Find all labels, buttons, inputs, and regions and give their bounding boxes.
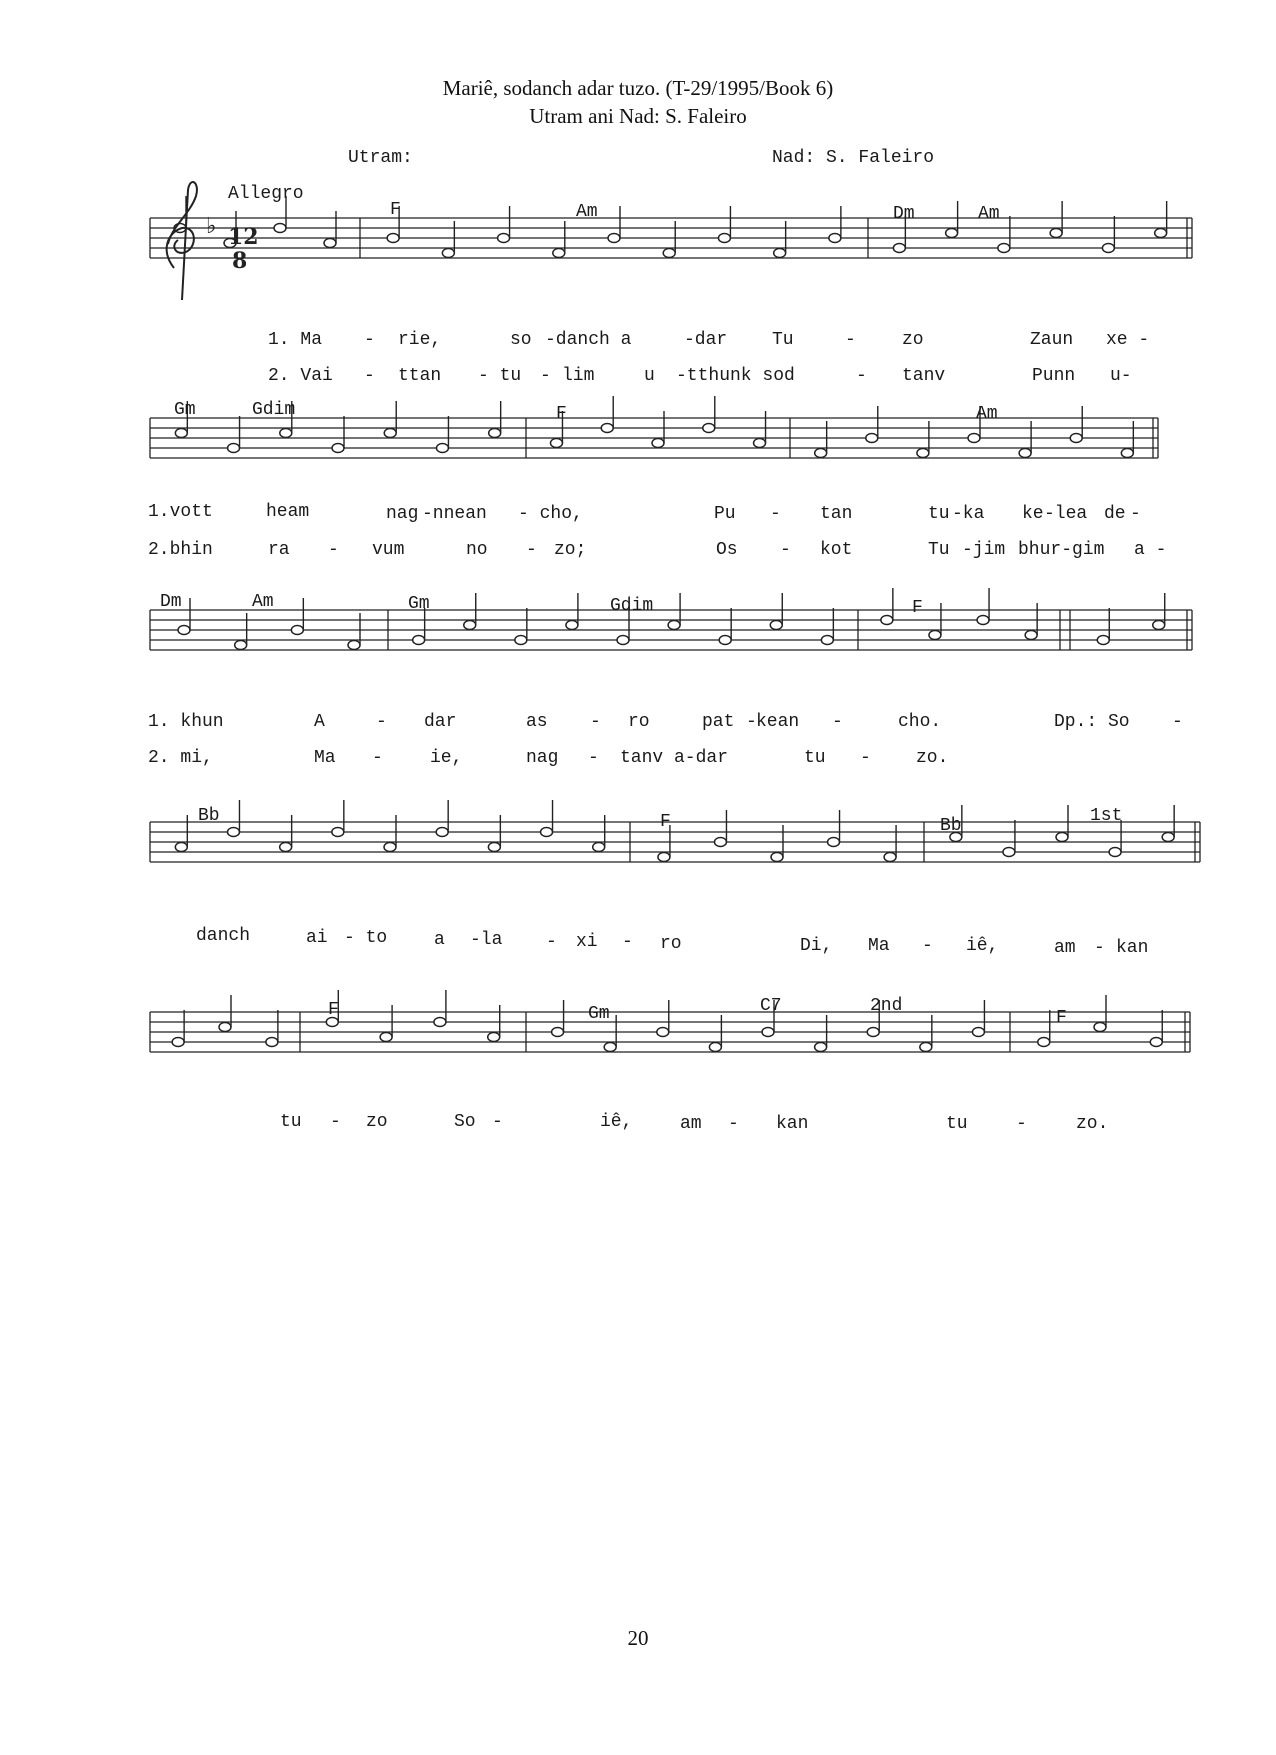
note-head — [866, 434, 878, 443]
note-head — [1094, 1023, 1106, 1032]
note-head — [762, 1028, 774, 1037]
lyric-syllable: -ka — [952, 504, 985, 524]
note-head — [718, 234, 730, 243]
note-head — [489, 429, 501, 438]
lyric-syllable: - — [746, 712, 757, 732]
lyric-syllable: tanv a-dar — [620, 748, 729, 768]
chord-symbol: Gdim — [610, 596, 654, 616]
note-head — [709, 1043, 721, 1052]
lyric-syllable: Pu — [714, 504, 736, 524]
lyric-syllable: Zaun — [1030, 330, 1074, 350]
note-head — [227, 828, 239, 837]
lyric-syllable: vum — [372, 540, 405, 560]
note-head — [387, 234, 399, 243]
chord-symbol: Gm — [408, 594, 430, 614]
lyric-syllable: - — [1130, 504, 1141, 524]
chord-symbol: Am — [978, 204, 1000, 224]
lyric-syllable: - — [922, 936, 933, 956]
lyric-syllable: zo — [902, 330, 924, 350]
lyric-syllable: rie, — [398, 330, 442, 350]
lyric-syllable: - — [1172, 712, 1183, 732]
note-head — [657, 1028, 669, 1037]
lyric-syllable: Dp.: So — [1054, 712, 1130, 732]
note-head — [566, 621, 578, 630]
lyric-syllable: Ma — [868, 936, 890, 956]
lyric-syllable: 2. mi, — [148, 748, 213, 768]
note-head — [1097, 636, 1109, 645]
note-head — [815, 449, 827, 458]
lyric-syllable: Tu — [928, 540, 950, 560]
note-head — [601, 424, 613, 433]
note-head — [1070, 434, 1082, 443]
lyric-syllable: - — [526, 540, 537, 560]
lyricist-credit: Utram: — [348, 148, 413, 168]
lyric-syllable: 1.vott — [148, 502, 213, 522]
lyric-syllable: - — [1094, 938, 1105, 958]
note-head — [719, 636, 731, 645]
lyric-syllable: tu — [946, 1114, 968, 1134]
note-head — [821, 636, 833, 645]
note-head — [703, 424, 715, 433]
note-head — [652, 439, 664, 448]
note-head — [917, 449, 929, 458]
note-head — [266, 1038, 278, 1047]
note-head — [829, 234, 841, 243]
lyric-syllable: 2. Vai — [268, 366, 333, 386]
note-head — [1050, 229, 1062, 238]
note-head — [815, 1043, 827, 1052]
lyric-syllable: A — [314, 712, 325, 732]
note-head — [488, 843, 500, 852]
chord-symbol: Dm — [160, 592, 182, 612]
treble-clef-icon — [167, 182, 197, 300]
lyric-syllable: - — [364, 330, 375, 350]
note-head — [175, 843, 187, 852]
lyric-syllable: heam — [266, 502, 310, 522]
lyric-syllable: zo. — [916, 748, 949, 768]
note-head — [608, 234, 620, 243]
note-head — [1150, 1038, 1162, 1047]
lyric-syllable: - — [372, 748, 383, 768]
lyric-syllable: - — [588, 748, 599, 768]
note-head — [774, 249, 786, 258]
chord-symbol: F — [912, 598, 923, 618]
lyric-syllable: xe - — [1106, 330, 1150, 350]
lyric-syllable: -jim — [962, 540, 1006, 560]
note-head — [881, 616, 893, 625]
lyric-syllable: no — [466, 540, 488, 560]
lyric-syllable: ai — [306, 928, 328, 948]
note-head — [604, 1043, 616, 1052]
note-head — [770, 621, 782, 630]
lyric-syllable: zo. — [1076, 1114, 1109, 1134]
lyric-syllable: kan — [1116, 938, 1149, 958]
note-head — [541, 828, 553, 837]
note-head — [828, 838, 840, 847]
chord-symbol: F — [328, 1000, 339, 1020]
lyric-syllable: so — [510, 330, 532, 350]
note-head — [1003, 848, 1015, 857]
lyric-syllable: zo; — [554, 540, 587, 560]
lyric-syllable: - — [546, 932, 557, 952]
note-head — [1162, 833, 1174, 842]
lyric-syllable: - — [376, 712, 387, 732]
note-head — [228, 444, 240, 453]
lyric-syllable: Punn — [1032, 366, 1076, 386]
lyric-syllable: - — [622, 932, 633, 952]
page-number: 20 — [627, 1626, 649, 1650]
note-head — [515, 636, 527, 645]
chord-symbol: F — [1056, 1008, 1067, 1028]
note-head — [332, 828, 344, 837]
note-head — [348, 641, 360, 650]
lyric-syllable: - — [832, 712, 843, 732]
lyric-syllable: tu — [928, 504, 950, 524]
chord-symbol: Am — [976, 404, 998, 424]
note-head — [1056, 833, 1068, 842]
lyric-syllable: - — [770, 504, 781, 524]
note-head — [332, 444, 344, 453]
lyric-syllable: - — [860, 748, 871, 768]
lyric-syllable: - — [845, 330, 856, 350]
lyric-syllable: nag — [386, 504, 419, 524]
lyric-syllable: u- — [1110, 366, 1132, 386]
note-head — [235, 641, 247, 650]
note-head — [498, 234, 510, 243]
note-head — [884, 853, 896, 862]
lyric-syllable: de — [1104, 504, 1126, 524]
lyric-syllable: So — [454, 1112, 476, 1132]
note-head — [754, 439, 766, 448]
note-head — [1109, 848, 1121, 857]
note-head — [920, 1043, 932, 1052]
lyric-syllable: danch — [196, 926, 251, 946]
note-head — [968, 434, 980, 443]
lyric-syllable: - to — [344, 928, 388, 948]
note-head — [488, 1033, 500, 1042]
lyric-syllable: xi — [576, 932, 598, 952]
chord-symbol: Gm — [588, 1004, 610, 1024]
lyric-syllable: Tu — [772, 330, 794, 350]
lyric-syllable: nag — [526, 748, 559, 768]
note-head — [893, 244, 905, 253]
lyric-syllable: - cho, — [518, 504, 583, 524]
lyric-syllable: 2.bhin — [148, 540, 213, 560]
note-head — [972, 1028, 984, 1037]
note-head — [668, 621, 680, 630]
note-head — [1102, 244, 1114, 253]
lyric-syllable: tu — [280, 1112, 302, 1132]
tempo-marking: Allegro — [228, 184, 304, 204]
lyric-syllable: tan — [820, 504, 853, 524]
lyric-syllable: -nnean — [422, 504, 487, 524]
note-head — [1155, 229, 1167, 238]
note-head — [274, 224, 286, 233]
chord-symbol: Dm — [893, 204, 915, 224]
note-head — [178, 626, 190, 635]
lyric-syllable: ro — [660, 934, 682, 954]
lyric-syllable: a - — [1134, 540, 1167, 560]
lyric-syllable: tu — [804, 748, 826, 768]
lyric-syllable: ie, — [430, 748, 463, 768]
note-head — [1038, 1038, 1050, 1047]
lyric-syllable: tanv — [902, 366, 946, 386]
time-signature: 12 8 — [228, 224, 259, 274]
lyric-syllable: am — [680, 1114, 702, 1134]
note-head — [550, 439, 562, 448]
note-head — [380, 1033, 392, 1042]
lyric-syllable: iê, — [966, 936, 999, 956]
note-head — [413, 636, 425, 645]
lyric-syllable: u — [644, 366, 655, 386]
note-head — [175, 429, 187, 438]
lyric-syllable: ro — [628, 712, 650, 732]
note-head — [384, 429, 396, 438]
lyric-syllable: Ma — [314, 748, 336, 768]
note-head — [442, 249, 454, 258]
lyric-syllable: - — [728, 1114, 739, 1134]
lyric-syllable: Os — [716, 540, 738, 560]
ending-marker-1st: 1st — [1090, 806, 1123, 826]
lyric-syllable: am — [1054, 938, 1076, 958]
lyric-syllable: -danch a — [545, 330, 632, 350]
note-head — [553, 249, 565, 258]
lyric-syllable: zo — [366, 1112, 388, 1132]
chord-symbol: C7 — [760, 996, 782, 1016]
lyric-syllable: lim — [562, 366, 595, 386]
lyric-syllable: - — [492, 1112, 503, 1132]
note-head — [929, 631, 941, 640]
lyric-syllable: - — [856, 366, 867, 386]
note-head — [172, 1038, 184, 1047]
note-head — [291, 626, 303, 635]
note-head — [280, 429, 292, 438]
lyric-syllable: - — [780, 540, 791, 560]
lyric-syllable: Di, — [800, 936, 833, 956]
lyric-syllable: 1. Ma — [268, 330, 323, 350]
chord-symbol: F — [660, 812, 671, 832]
chord-symbol: Gm — [174, 400, 196, 420]
song-title: Mariê, sodanch adar tuzo. (T-29/1995/Book 6) — [442, 76, 834, 100]
lyric-syllable: cho. — [898, 712, 942, 732]
lyric-syllable: kan — [776, 1114, 809, 1134]
lyric-syllable: dar — [424, 712, 457, 732]
chord-symbol: Bb — [198, 806, 220, 826]
note-head — [434, 1018, 446, 1027]
lyric-syllable: a — [434, 930, 445, 950]
lyric-syllable: -lea — [1044, 504, 1088, 524]
note-head — [436, 444, 448, 453]
lyric-syllable: - — [330, 1112, 341, 1132]
lyric-syllable: - — [364, 366, 375, 386]
lyric-syllable: ttan — [398, 366, 442, 386]
lyric-syllable: - — [328, 540, 339, 560]
lyric-syllable: 1. khun — [148, 712, 224, 732]
note-head — [280, 843, 292, 852]
chord-symbol: Am — [576, 202, 598, 222]
lyric-syllable: pat — [702, 712, 735, 732]
note-head — [714, 838, 726, 847]
chord-symbol: Am — [252, 592, 274, 612]
note-head — [977, 616, 989, 625]
note-head — [663, 249, 675, 258]
chord-symbol: Bb — [940, 816, 962, 836]
note-head — [617, 636, 629, 645]
lyric-syllable: as — [526, 712, 548, 732]
ending-marker-2nd: 2nd — [870, 996, 903, 1016]
note-head — [593, 843, 605, 852]
chord-symbol: Gdim — [252, 400, 296, 420]
lyric-syllable: - tu — [478, 366, 522, 386]
chord-symbol: F — [556, 404, 567, 424]
lyric-syllable: ra — [268, 540, 290, 560]
lyric-syllable: -tthunk sod — [676, 366, 795, 386]
note-head — [552, 1028, 564, 1037]
note-head — [771, 853, 783, 862]
note-head — [998, 244, 1010, 253]
note-head — [658, 853, 670, 862]
chord-symbol: F — [390, 200, 401, 220]
note-head — [1019, 449, 1031, 458]
lyric-syllable: bhur-gim — [1018, 540, 1105, 560]
lyric-syllable: - — [540, 366, 551, 386]
note-head — [1025, 631, 1037, 640]
lyric-syllable: - — [590, 712, 601, 732]
note-head — [219, 1023, 231, 1032]
lyric-syllable: kean — [756, 712, 800, 732]
note-head — [464, 621, 476, 630]
lyric-syllable: - — [1016, 1114, 1027, 1134]
lyric-syllable: kot — [820, 540, 853, 560]
lyric-syllable: -la — [470, 930, 503, 950]
note-head — [384, 843, 396, 852]
composer-credit: Nad: S. Faleiro — [772, 148, 935, 168]
note-head — [324, 239, 336, 248]
lyric-syllable: -dar — [684, 330, 728, 350]
note-head — [1121, 449, 1133, 458]
note-head — [867, 1028, 879, 1037]
note-head — [436, 828, 448, 837]
lyric-syllable: iê, — [600, 1112, 633, 1132]
lyric-syllable: ke — [1022, 504, 1044, 524]
svg-text:♭: ♭ — [206, 214, 217, 239]
note-head — [946, 229, 958, 238]
song-subtitle: Utram ani Nad: S. Faleiro — [529, 104, 747, 128]
note-head — [1153, 621, 1165, 630]
